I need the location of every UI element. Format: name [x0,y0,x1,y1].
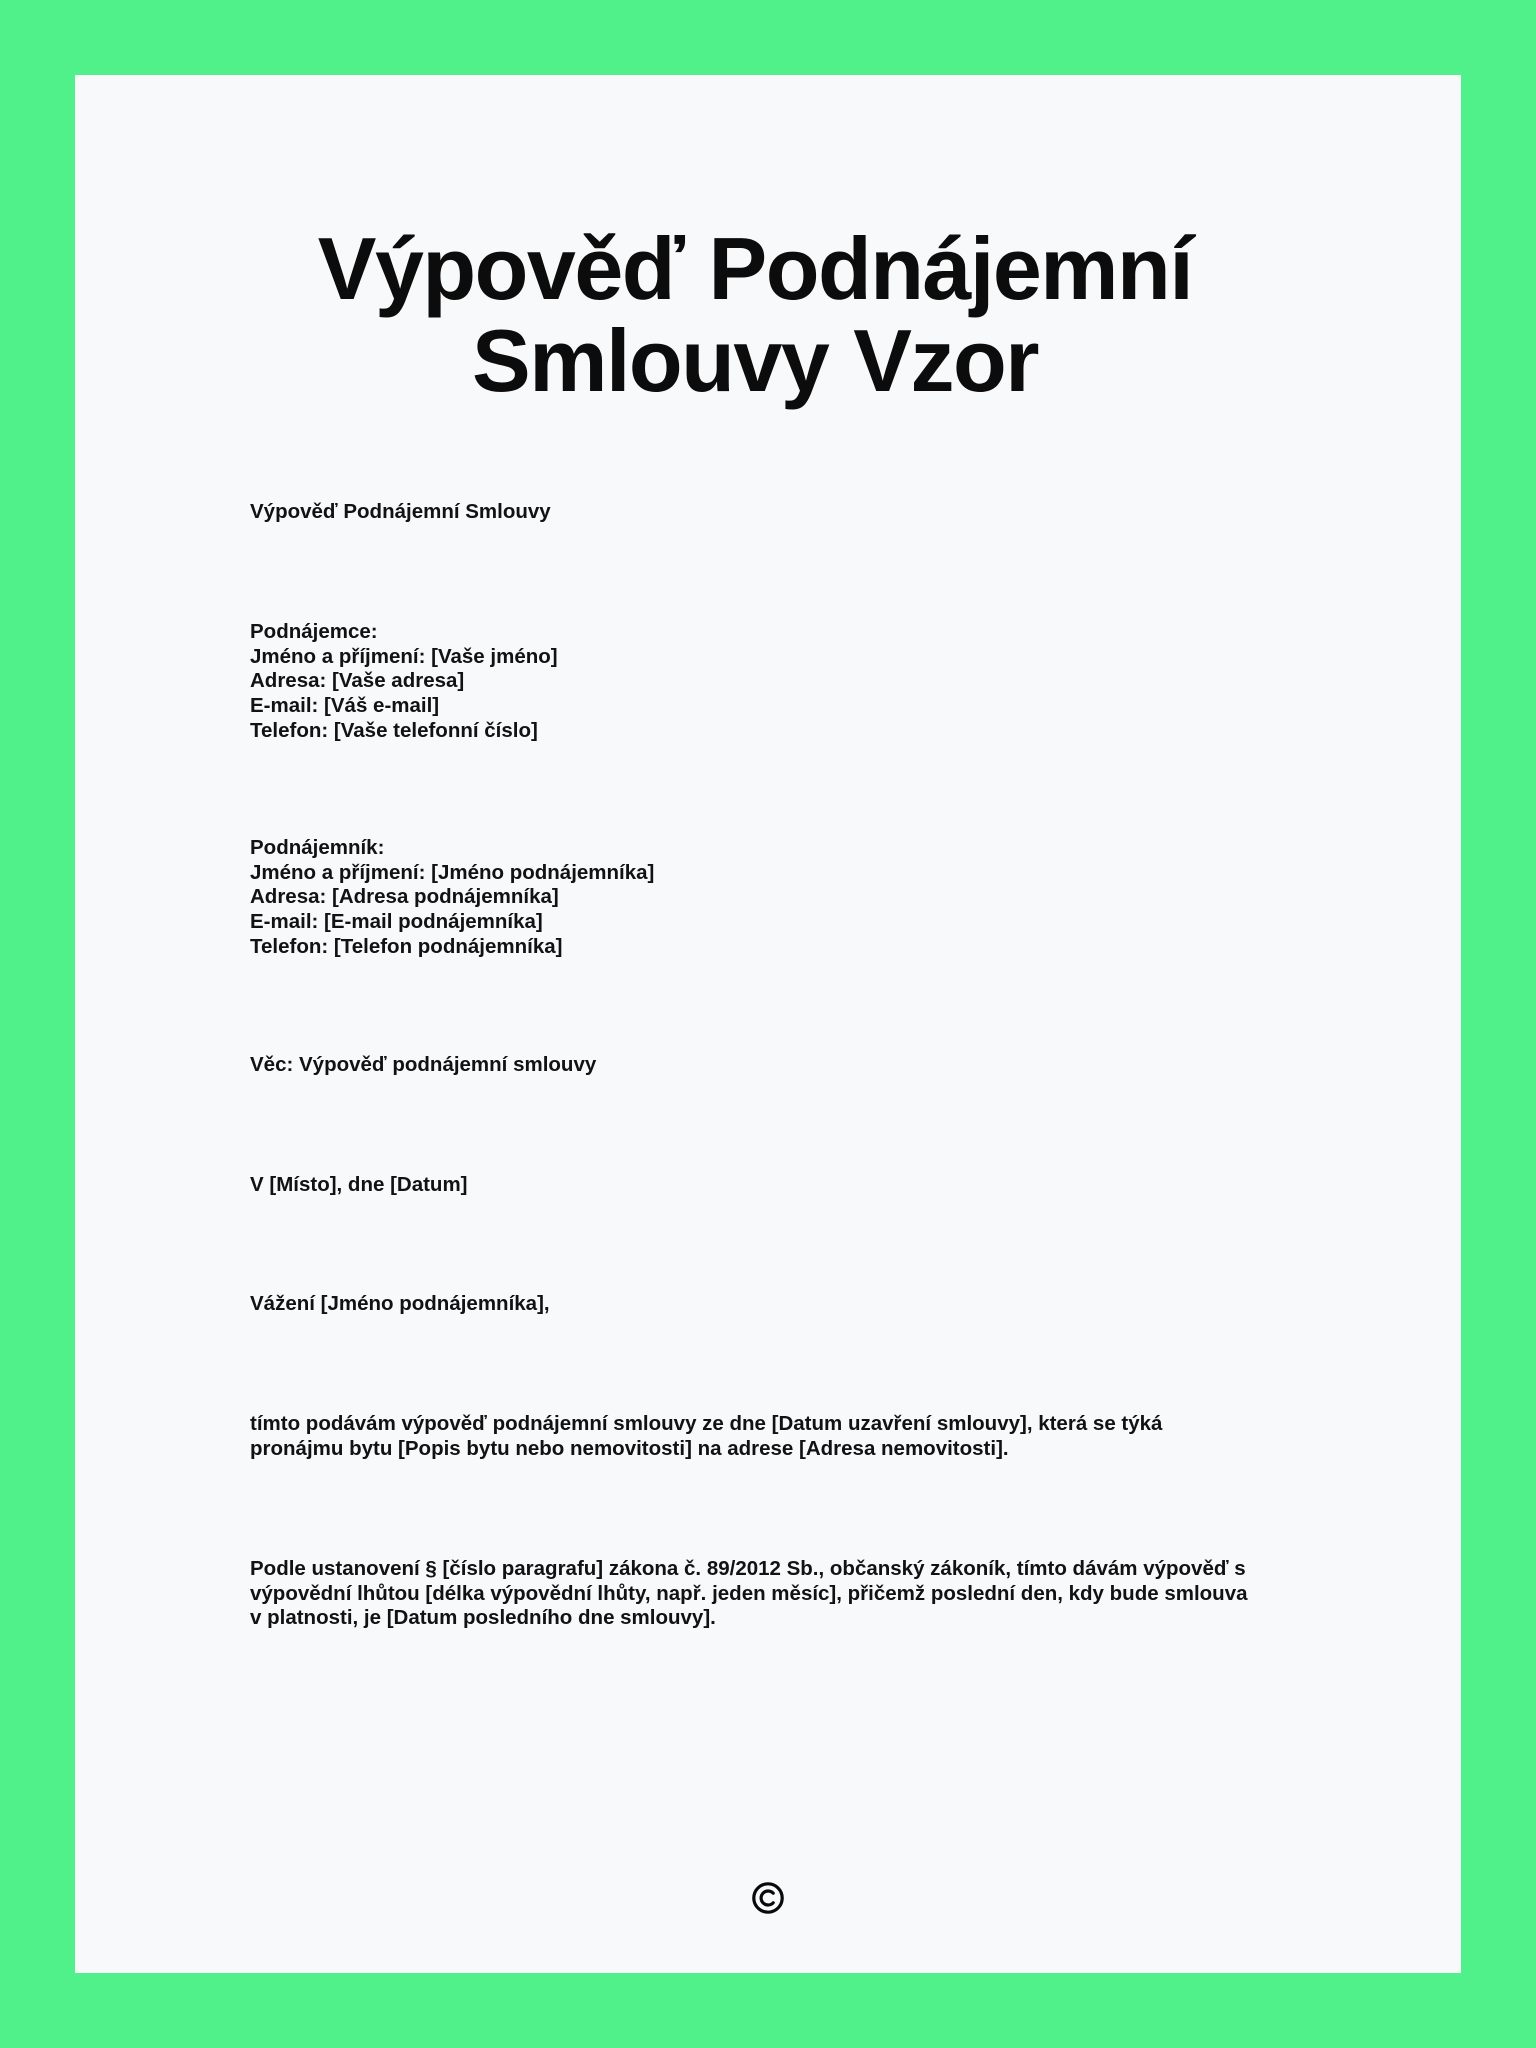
spacer [250,1317,1260,1412]
spacer [250,744,1260,836]
subtenant-phone: Telefon: [Telefon podnájemníka] [250,935,563,958]
spacer [250,1078,1260,1173]
subtenant-heading: Podnájemník: [250,835,385,859]
subtenant-block [250,836,1260,960]
copyright-icon [751,1875,785,1917]
sublessor-address: Adresa: [Vaše adresa] [250,669,465,693]
place-date-line: V [Místo], dne [Datum] [250,1172,468,1196]
subject-line: Věc: Výpověď podnájemní smlouvy [250,1052,597,1076]
spacer [250,525,1260,620]
subtenant-name: Jméno a příjmení: [Jméno podnájemníka] [250,860,655,884]
document-body [250,500,1260,1631]
paragraph-two: Podle ustanovení § [číslo paragrafu] zákona č. 89/2012 Sb., občanský zákoník, tímto dávám výpověď s výpovědní lhůtou [délka výpovědní lhůty, např. jeden měsíc], přičemž poslední den, kdy bude smlouva v platnosti, je [Datum posledního dne smlouvy]. [250,1556,1248,1630]
spacer [250,960,1260,1053]
subtenant-email: E-mail: [E-mail podnájemníka] [250,910,543,934]
subtenant-address: Adresa: [Adresa podnájemníka] [250,885,559,909]
sublessor-heading: Podnájemce: [250,619,378,643]
spacer [250,1462,1260,1557]
sublessor-email: E-mail: [Váš e-mail] [250,694,440,718]
document-page [75,75,1461,1973]
spacer [250,1197,1260,1292]
paragraph-one: tímto podávám výpověď podnájemní smlouvy ze dne [Datum uzavření smlouvy], která se týká pronájmu bytu [Popis bytu nebo nemovitosti] na adrese [Adresa nemovitosti]. [250,1412,1163,1460]
document-subtitle: Výpověď Podnájemní Smlouvy [250,500,551,524]
document-content [250,75,1260,1631]
sublessor-phone: Telefon: [Vaše telefonní číslo] [250,719,538,743]
sublessor-block [250,620,1260,744]
sublessor-name: Jméno a příjmení: [Vaše jméno] [250,644,558,668]
salutation: Vážení [Jméno podnájemníka], [250,1292,550,1316]
page-title: Výpověď Podnájemní Smlouvy Vzor [317,219,1193,410]
footer-copyright [75,1877,1461,1915]
